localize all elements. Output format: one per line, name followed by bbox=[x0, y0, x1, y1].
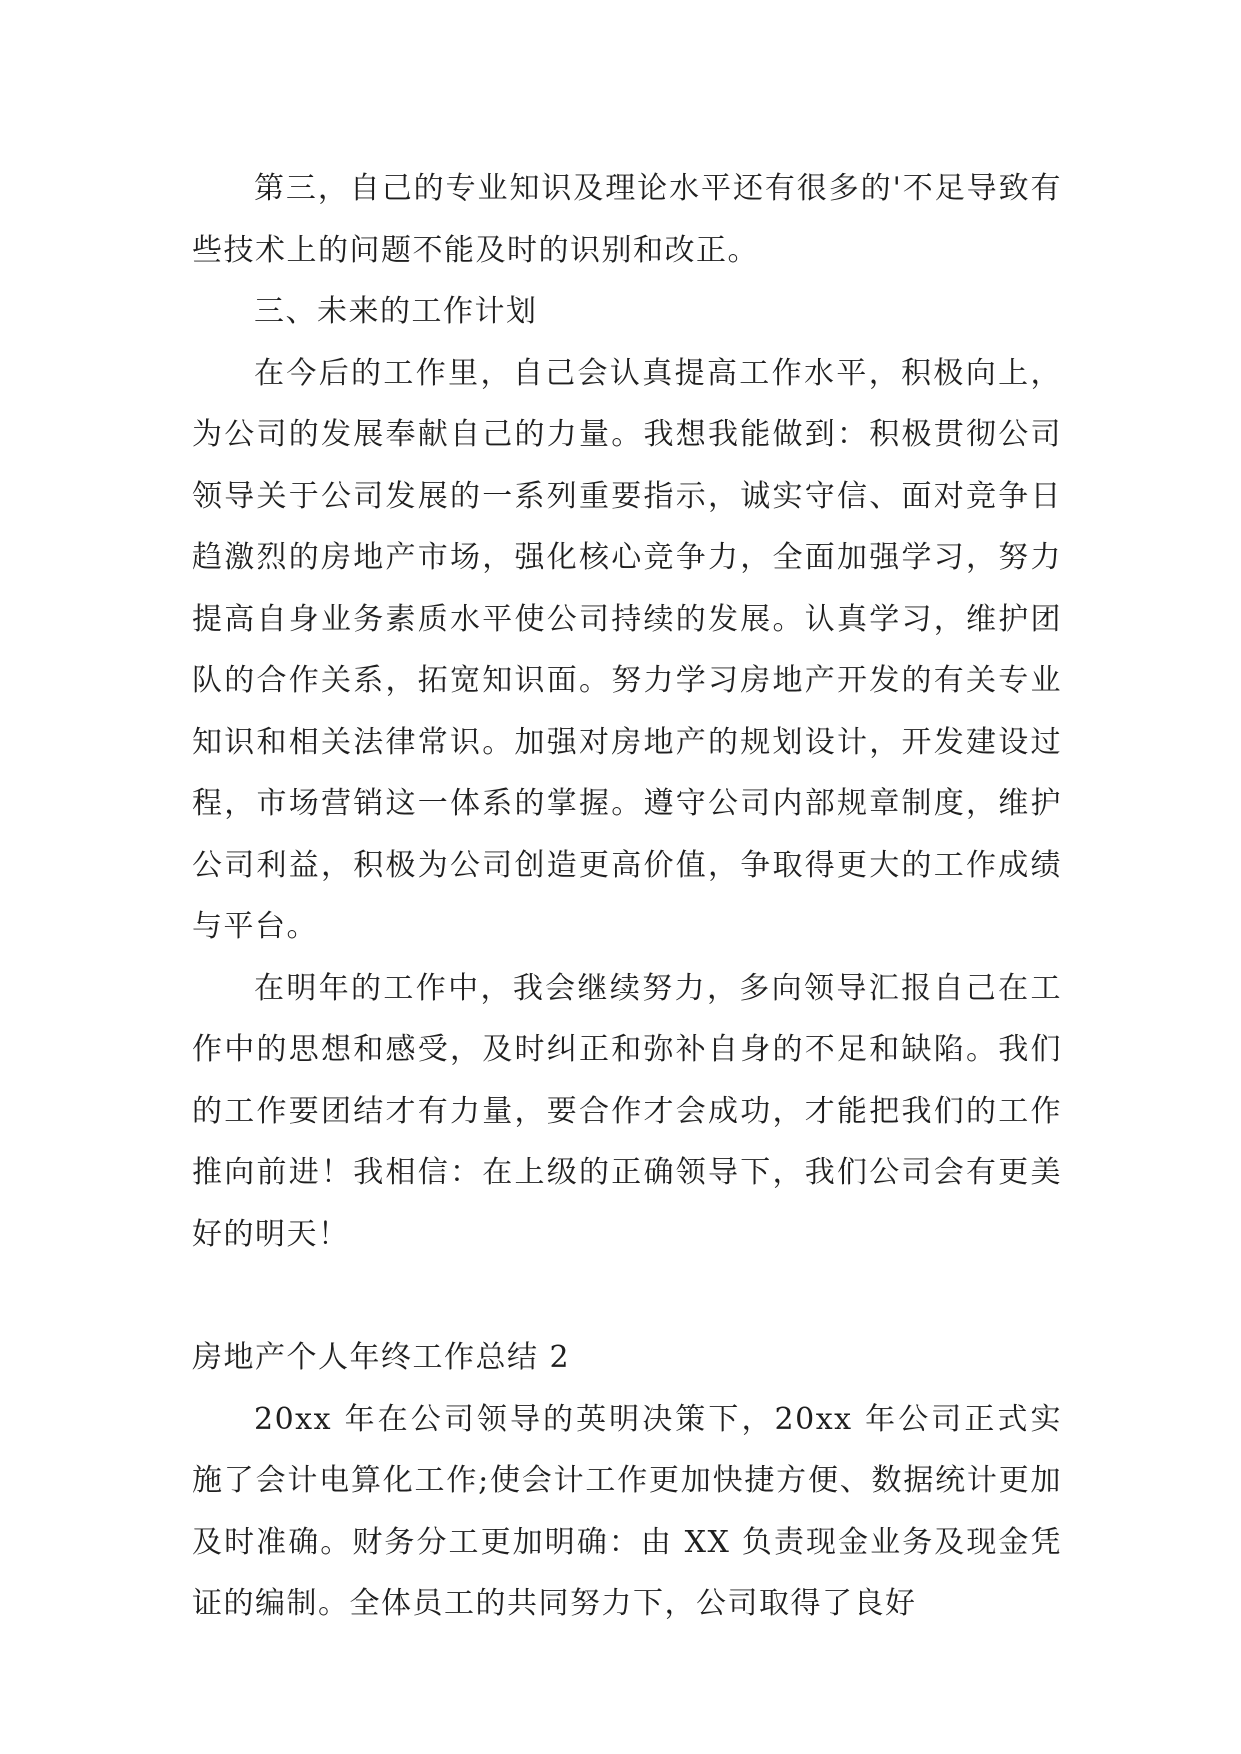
paragraph-next-year: 在明年的工作中，我会继续努力，多向领导汇报自己在工作中的思想和感受，及时纠正和弥补自身的不足和缺陷。我们的工作要团结才有力量，要合作才会成功，才能把我们的工作推向前进！我相信：在上级的正确领导下，我们公司会有更美好的明天！ bbox=[192, 970, 1062, 1252]
heading-future-plan: 三、未来的工作计划 bbox=[254, 294, 538, 329]
document-body bbox=[192, 158, 1062, 1635]
paragraph-third-point: 第三，自己的专业知识及理论水平还有很多的'不足导致有些技术上的问题不能及时的识别和改正。 bbox=[192, 171, 1062, 268]
section-title-summary-2: 房地产个人年终工作总结 2 bbox=[192, 1340, 571, 1375]
paragraph-future-work: 在今后的工作里，自己会认真提高工作水平，积极向上，为公司的发展奉献自己的力量。我想我能做到：积极贯彻公司领导关于公司发展的一系列重要指示，诚实守信、面对竞争日趋激烈的房地产市场，强化核心竞争力，全面加强学习，努力提高自身业务素质水平使公司持续的发展。认真学习，维护团队的合作关系，拓宽知识面。努力学习房地产开发的有关专业知识和相关法律常识。加强对房地产的规划设计，开发建设过程，市场营销这一体系的掌握。遵守公司内部规章制度，维护公司利益，积极为公司创造更高价值，争取得更大的工作成绩与平台。 bbox=[192, 355, 1062, 944]
paragraph-accounting: 20xx 年在公司领导的英明决策下，20xx 年公司正式实施了会计电算化工作;使会计工作更加快捷方便、数据统计更加及时准确。财务分工更加明确：由 XX 负责现金业务及现金凭证的编制。全体员工的共同努力下，公司取得了良好 bbox=[192, 1401, 1062, 1621]
